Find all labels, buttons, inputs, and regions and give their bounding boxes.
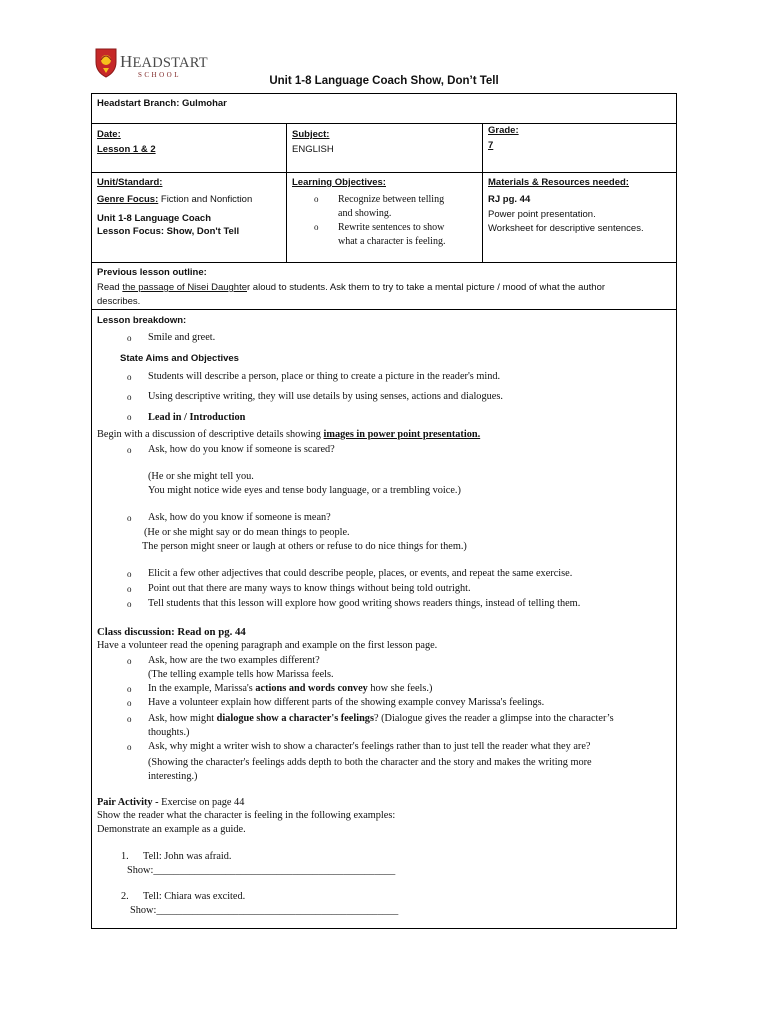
previous-lesson-label: Previous lesson outline: xyxy=(97,267,207,278)
aims-heading: State Aims and Objectives xyxy=(120,353,239,364)
step-text: Smile and greet. xyxy=(148,332,216,343)
grade-value: 7 xyxy=(488,140,494,151)
unit-line: Unit 1-8 Language Coach xyxy=(97,213,212,224)
logo-wordmark: HEADSTART xyxy=(120,52,208,71)
row-divider xyxy=(92,309,676,310)
class-discussion-heading: Class discussion: Read on pg. 44 xyxy=(97,626,246,638)
bullet-icon: o xyxy=(314,222,319,232)
question-text: Ask, why might a writer wish to show a character's feelings rather than to just tell the reader what they are? xyxy=(148,741,591,752)
question-text: Ask, how are the two examples different? xyxy=(148,655,320,666)
bullet-icon: o xyxy=(127,742,132,752)
branch-label: Headstart Branch: Gulmohar xyxy=(97,98,227,109)
objective-item: Rewrite sentences to show what a character is feeling. xyxy=(338,222,446,247)
col-divider xyxy=(482,123,483,262)
bullet-icon: o xyxy=(127,445,132,455)
lead-in-heading: Lead in / Introduction xyxy=(148,412,246,423)
step-text: Elicit a few other adjectives that could describe people, places, or events, and repeat the same exercise. xyxy=(148,568,573,579)
answer-text: (He or she might say or do mean things to people. xyxy=(144,527,350,538)
unit-standard-label: Unit/Standard: xyxy=(97,177,163,188)
step-text: Tell students that this lesson will explore how good writing shows readers things, instead of telling them. xyxy=(148,598,581,609)
lesson-focus: Lesson Focus: Show, Don't Tell xyxy=(97,226,240,237)
bullet-icon: o xyxy=(127,372,132,382)
bullet-icon: o xyxy=(127,656,132,666)
bullet-icon: o xyxy=(314,194,319,204)
row-divider xyxy=(92,123,676,124)
bullet-icon: o xyxy=(127,714,132,724)
discussion-intro: Have a volunteer read the opening paragraph and example on the first lesson page. xyxy=(97,640,438,651)
answer-text: In the example, Marissa's actions and words convey how she feels.) xyxy=(148,683,433,694)
materials-line: Power point presentation. xyxy=(488,209,596,220)
document-title: Unit 1-8 Language Coach Show, Don’t Tell xyxy=(269,75,499,87)
subject-label: Subject: xyxy=(292,129,330,140)
answer-text: thoughts.) xyxy=(148,727,190,738)
ppt-link[interactable]: images in power point presentation. xyxy=(323,429,481,440)
pair-instruction: Demonstrate an example as a guide. xyxy=(97,824,246,835)
grade-label: Grade: xyxy=(488,125,519,136)
objective-item: Recognize between telling and showing. xyxy=(338,194,445,219)
exercise-tell: Tell: Chiara was excited. xyxy=(143,891,246,902)
bullet-icon: o xyxy=(127,584,132,594)
question-text: Ask, how do you know if someone is mean? xyxy=(148,512,331,523)
begin-text: Begin with a discussion of descriptive details showing images in power point presentation. xyxy=(97,429,481,440)
answer-text: interesting.) xyxy=(148,771,198,782)
crest-icon xyxy=(94,46,118,78)
genre-focus: Genre Focus: Fiction and Nonfiction xyxy=(97,194,253,205)
exercise-number: 2. xyxy=(121,891,129,902)
bullet-icon: o xyxy=(127,684,132,694)
pair-instruction: Show the reader what the character is feeling in the following examples: xyxy=(97,810,396,821)
aim-text: Students will describe a person, place or thing to create a picture in the reader's mind. xyxy=(148,371,501,382)
bullet-icon: o xyxy=(127,333,132,343)
previous-lesson-text-end: describes. xyxy=(97,296,141,307)
learning-objectives-label: Learning Objectives: xyxy=(292,177,386,188)
question-text: Ask, how might dialogue show a character's feelings? (Dialogue gives the reader a glimpse into the character’s xyxy=(148,713,614,724)
exercise-show-field[interactable]: Show:_______________________________________________ xyxy=(127,865,396,876)
exercise-tell: Tell: John was afraid. xyxy=(143,851,232,862)
lesson-breakdown-label: Lesson breakdown: xyxy=(97,315,187,326)
answer-text: (The telling example tells how Marissa feels. xyxy=(148,669,334,680)
logo-subtitle: SCHOOL xyxy=(138,71,182,79)
row-divider xyxy=(92,172,676,173)
materials-ref: RJ pg. 44 xyxy=(488,194,531,205)
answer-text: The person might sneer or laugh at others or refuse to do nice things for them.) xyxy=(142,541,467,552)
exercise-number: 1. xyxy=(121,851,129,862)
date-label: Date: xyxy=(97,129,121,140)
date-value: Lesson 1 & 2 xyxy=(97,144,156,155)
pair-activity-heading: Pair Activity - Exercise on page 44 xyxy=(97,797,245,808)
bullet-icon: o xyxy=(127,599,132,609)
question-text: Ask, how do you know if someone is scared? xyxy=(148,444,335,455)
exercise-show-field[interactable]: Show:_______________________________________________ xyxy=(130,905,399,916)
bullet-icon: o xyxy=(127,698,132,708)
bullet-icon: o xyxy=(127,412,132,422)
step-text: Point out that there are many ways to know things without being told outright. xyxy=(148,583,471,594)
row-divider xyxy=(92,262,676,263)
subject-value: ENGLISH xyxy=(292,144,334,155)
bullet-icon: o xyxy=(127,392,132,402)
answer-text: You might notice wide eyes and tense body language, or a trembling voice.) xyxy=(148,485,461,496)
materials-line: Worksheet for descriptive sentences. xyxy=(488,223,644,234)
passage-link[interactable]: the passage of Nisei Daughte xyxy=(122,282,247,293)
col-divider xyxy=(286,123,287,262)
bullet-icon: o xyxy=(127,569,132,579)
answer-text: (He or she might tell you. xyxy=(148,471,254,482)
answer-text: (Showing the character's feelings adds depth to both the character and the story and makes the writing more xyxy=(148,757,592,768)
aim-text: Using descriptive writing, they will use details by using senses, actions and dialogues. xyxy=(148,391,503,402)
question-text: Have a volunteer explain how different parts of the showing example convey Marissa's feelings. xyxy=(148,697,545,708)
bullet-icon: o xyxy=(127,513,132,523)
previous-lesson-text: Read the passage of Nisei Daughter aloud to students. Ask them to try to take a mental picture / mood of what the author xyxy=(97,282,606,293)
materials-label: Materials & Resources needed: xyxy=(488,177,629,188)
